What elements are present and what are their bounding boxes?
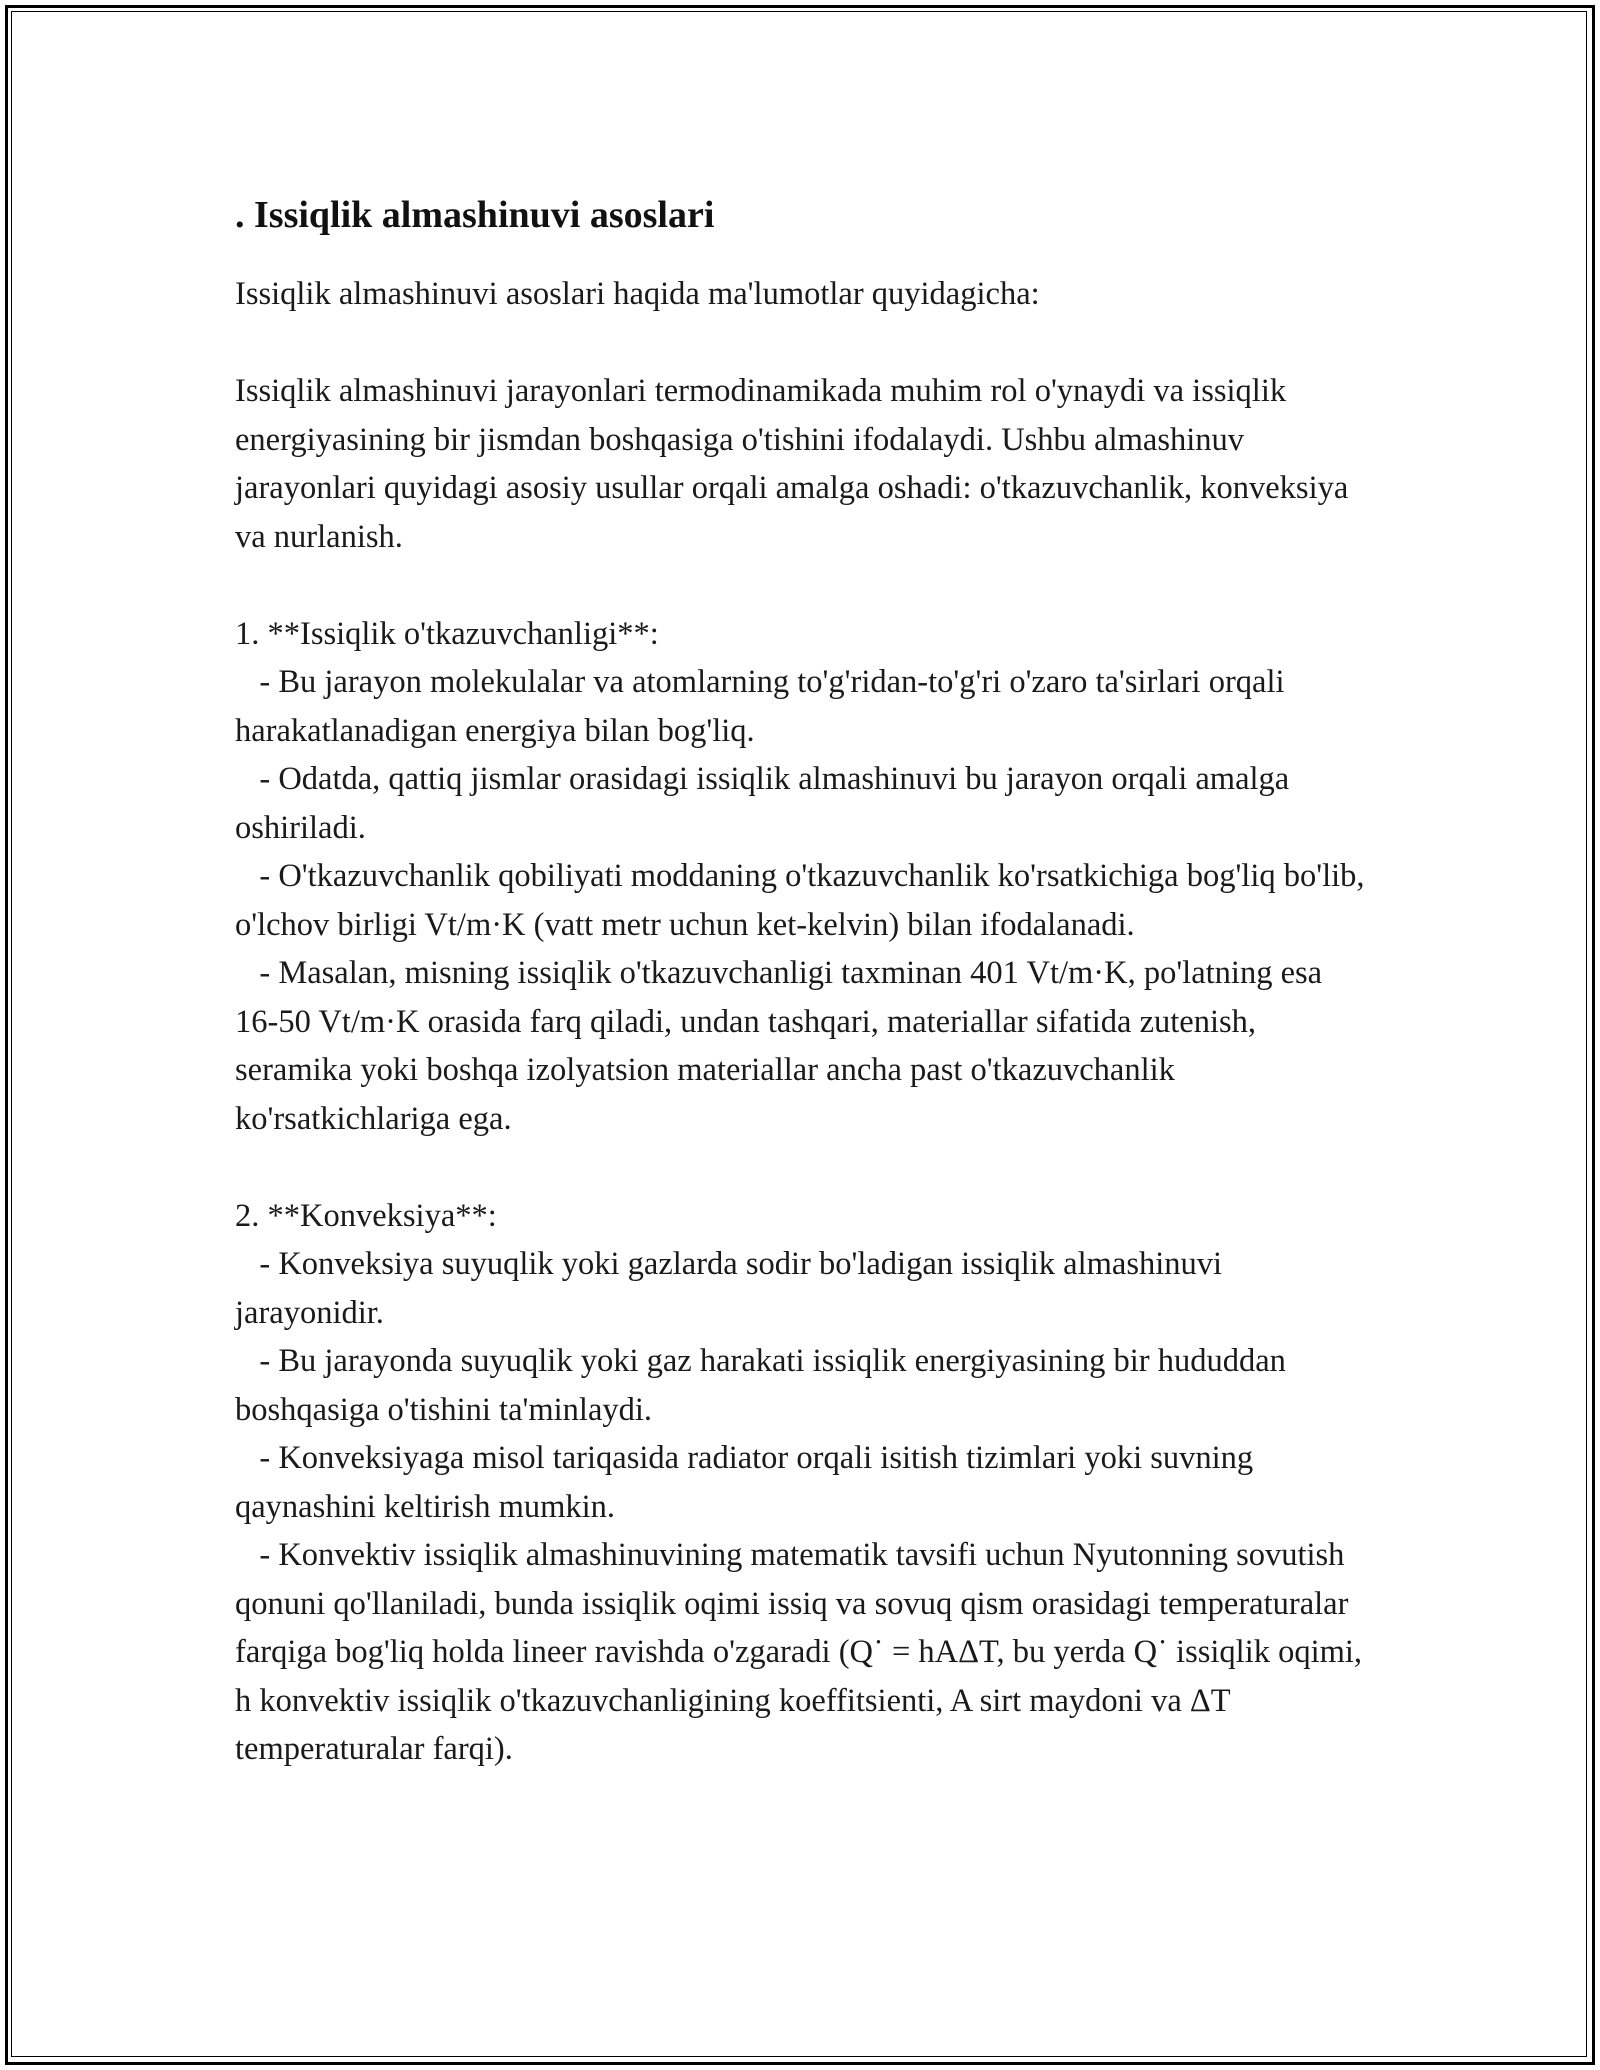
list-item: - Konveksiya suyuqlik yoki gazlarda sodir bo'ladigan issiqlik almashinuvi jarayonidir. bbox=[235, 1246, 1231, 1331]
document-body bbox=[235, 180, 1373, 1774]
list-item: - Masalan, misning issiqlik o'tkazuvchanligi taxminan 401 Vt/m·K, po'latning esa 16-50 Vt/m·K orasida farq qiladi, undan tashqari, materiallar sifatida zutenish, seramika yoki boshqa izolyatsion materiallar ancha past o'tkazuvchanlik ko'rsatkichlariga ega. bbox=[235, 955, 1331, 1137]
list-item: - Konveksiyaga misol tariqasida radiator orqali isitish tizimlari yoki suvning qaynashini keltirish mumkin. bbox=[235, 1440, 1262, 1525]
section-convection bbox=[235, 1192, 1371, 1774]
list-item: - Bu jarayonda suyuqlik yoki gaz harakati issiqlik energiyasining bir hududdan boshqasiga o'tishini ta'minlaydi. bbox=[235, 1343, 1295, 1428]
paragraph-gap bbox=[235, 1143, 1365, 1192]
section-heading: 2. **Konveksiya**: bbox=[235, 1197, 497, 1234]
overview-paragraph: Issiqlik almashinuvi jarayonlari termodinamikada muhim rol o'ynaydi va issiqlik energiyasining bir jismdan boshqasiga o'tishini ifodalaydi. Ushbu almashinuv jarayonlari quyidagi asosiy usullar orqali amalga oshadi: o'tkazuvchanlik, konveksiya va nurlanish. bbox=[235, 373, 1357, 555]
paragraph-gap bbox=[235, 319, 1365, 368]
section-conduction bbox=[235, 610, 1373, 1144]
list-item: - Bu jarayon molekulalar va atomlarning to'g'ridan-to'g'ri o'zaro ta'sirlari orqali harakatlanadigan energiya bilan bog'liq. bbox=[235, 664, 1293, 749]
document-title: . Issiqlik almashinuvi asoslari bbox=[235, 194, 715, 236]
intro-paragraph: Issiqlik almashinuvi asoslari haqida ma'lumotlar quyidagicha: bbox=[235, 276, 1040, 312]
list-item: - Konvektiv issiqlik almashinuvining matematik tavsifi uchun Nyutonning sovutish qonuni qo'llaniladi, bunda issiqlik oqimi issiq va sovuq qism orasidagi temperaturalar farqiga bog'liq holda lineer ravishda o'zgaradi (Q˙ = hAΔT, bu yerda Q˙ issiqlik oqimi, h konvektiv issiqlik o'tkazuvchanligining koeffitsienti, A sirt maydoni va ΔT temperaturalar farqi). bbox=[235, 1537, 1371, 1767]
list-item: - O'tkazuvchanlik qobiliyati moddaning o'tkazuvchanlik ko'rsatkichiga bog'liq bo'lib, o'lchov birligi Vt/m·K (vatt metr uchun ket-kelvin) bilan ifodalanadi. bbox=[235, 858, 1373, 943]
section-heading: 1. **Issiqlik o'tkazuvchanligi**: bbox=[235, 615, 659, 652]
list-item: - Odatda, qattiq jismlar orasidagi issiqlik almashinuvi bu jarayon orqali amalga oshiriladi. bbox=[235, 761, 1298, 846]
paragraph-gap bbox=[235, 561, 1365, 610]
